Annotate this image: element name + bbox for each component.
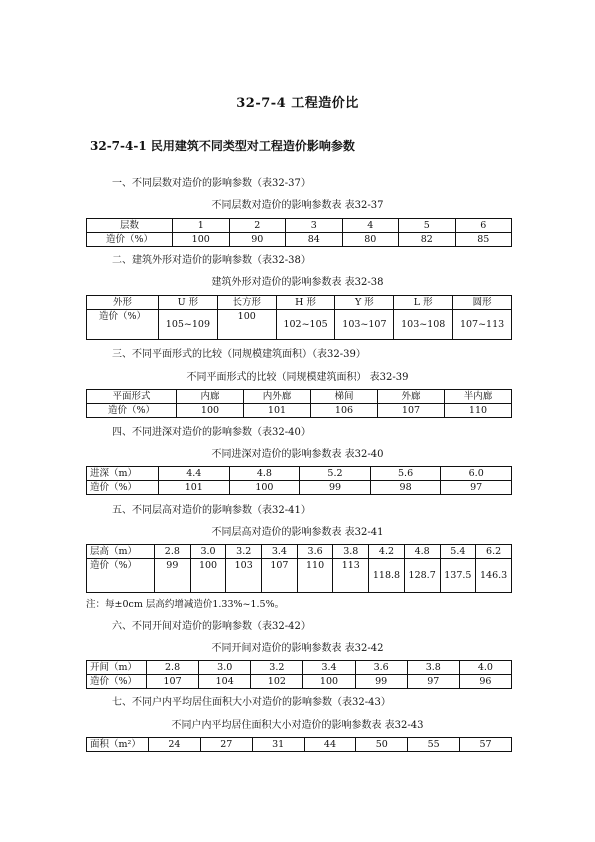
- table-cell: 103: [226, 559, 262, 593]
- table-cell: 4.0: [459, 661, 511, 675]
- table-32-39: [86, 389, 512, 418]
- table-cell: H 形: [276, 296, 335, 310]
- table-cell: Y 形: [335, 296, 394, 310]
- table-row: [87, 545, 512, 559]
- table-cell: 100: [217, 310, 276, 340]
- table-cell: 27: [200, 738, 252, 752]
- table-cell: 100: [229, 481, 300, 495]
- table-row: [87, 233, 512, 247]
- row-label: 造价（%）: [87, 404, 177, 418]
- table-row: [87, 675, 512, 689]
- table-row: [87, 404, 512, 418]
- row-label: 造价（%）: [87, 559, 155, 593]
- table-cell: 128.7: [404, 559, 440, 593]
- table-cell: 2.8: [147, 661, 199, 675]
- table-cell: 3.2: [226, 545, 262, 559]
- table-caption-32-37: 不同层数对造价的影响参数表 表32-37: [211, 200, 384, 211]
- table-cell: 5.2: [300, 467, 371, 481]
- table-cell: 6.0: [441, 467, 512, 481]
- table-cell: 6.2: [476, 545, 512, 559]
- table-cell: 3.6: [297, 545, 333, 559]
- table-cell: 内廊: [177, 390, 244, 404]
- table-cell: 100: [303, 675, 355, 689]
- row-label: 层数: [87, 219, 173, 233]
- table-32-38: [86, 295, 512, 340]
- table-cell: 4.8: [229, 467, 300, 481]
- row-label: 层高（m）: [87, 545, 155, 559]
- table-caption-32-38: 建筑外形对造价的影响参数表 表32-38: [211, 277, 384, 288]
- row-label: 开间（m）: [87, 661, 147, 675]
- table-cell: 4: [342, 219, 399, 233]
- table-cell: 107~113: [453, 310, 512, 340]
- section-heading-2: 二、建筑外形对造价的影响参数（表32-38）: [112, 255, 311, 266]
- table-cell: 99: [300, 481, 371, 495]
- table-cell: 99: [155, 559, 191, 593]
- page-title: 32-7-4 工程造价比: [236, 96, 359, 111]
- table-caption-32-39: 不同平面形式的比较（同规模建筑面积） 表32-39: [186, 372, 409, 383]
- table-cell: 104: [199, 675, 251, 689]
- table-cell: 101: [159, 481, 230, 495]
- table-cell: 103~108: [394, 310, 453, 340]
- table-cell: 57: [460, 738, 512, 752]
- section-heading-3: 三、不同平面形式的比较（同规模建筑面积）（表32-39）: [112, 349, 366, 360]
- table-row: [87, 661, 512, 675]
- row-label: 造价（%）: [87, 481, 159, 495]
- table-cell: L 形: [394, 296, 453, 310]
- table-cell: U 形: [159, 296, 218, 310]
- table-cell: 82: [399, 233, 456, 247]
- table-caption-32-42: 不同开间对造价的影响参数表 表32-42: [211, 643, 384, 654]
- table-cell: 105~109: [159, 310, 218, 340]
- table-32-41: [86, 544, 512, 593]
- table-cell: 3.8: [333, 545, 369, 559]
- table-cell: 31: [252, 738, 304, 752]
- table-32-37: [86, 218, 512, 247]
- table-cell: 98: [370, 481, 441, 495]
- table-32-40: [86, 466, 512, 495]
- table-cell: 103~107: [335, 310, 394, 340]
- table-row: [87, 296, 512, 310]
- table-cell: 3.4: [303, 661, 355, 675]
- table-cell: 3: [286, 219, 343, 233]
- table-cell: 96: [459, 675, 511, 689]
- section-subtitle: 32-7-4-1 民用建筑不同类型对工程造价影响参数: [90, 139, 355, 153]
- table-row: [87, 467, 512, 481]
- table-caption-32-43: 不同户内平均居住面积大小对造价的影响参数表 表32-43: [171, 720, 424, 731]
- table-cell: 80: [342, 233, 399, 247]
- table-cell: 长方形: [217, 296, 276, 310]
- table-cell: 118.8: [369, 559, 405, 593]
- section-heading-1: 一、不同层数对造价的影响参数（表32-37）: [112, 178, 311, 189]
- table-row: [87, 559, 512, 593]
- section-heading-5: 五、不同层高对造价的影响参数（表32-41）: [112, 505, 311, 516]
- row-label: 造价（%）: [87, 675, 147, 689]
- table-cell: 102: [251, 675, 303, 689]
- table-cell: 梯间: [311, 390, 378, 404]
- table-note: 注：每±0cm 层高约增减造价1.33%~1.5%。: [86, 599, 285, 610]
- table-cell: 2: [229, 219, 286, 233]
- table-cell: 3.8: [407, 661, 459, 675]
- table-cell: 101: [244, 404, 311, 418]
- table-cell: 1: [173, 219, 230, 233]
- table-cell: 99: [355, 675, 407, 689]
- table-cell: 44: [304, 738, 356, 752]
- row-label: 外形: [87, 296, 159, 310]
- table-caption-32-41: 不同层高对造价的影响参数表 表32-41: [211, 527, 384, 538]
- table-row: [87, 219, 512, 233]
- table-cell: 4.4: [159, 467, 230, 481]
- table-cell: 84: [286, 233, 343, 247]
- table-cell: 102~105: [276, 310, 335, 340]
- table-cell: 97: [441, 481, 512, 495]
- table-cell: 107: [378, 404, 445, 418]
- table-32-42: [86, 660, 512, 689]
- table-cell: 97: [407, 675, 459, 689]
- table-cell: 圆形: [453, 296, 512, 310]
- table-cell: 4.8: [404, 545, 440, 559]
- section-heading-6: 六、不同开间对造价的影响参数（表32-42）: [112, 621, 311, 632]
- table-cell: 137.5: [440, 559, 476, 593]
- row-label: 造价（%）: [87, 310, 159, 340]
- table-cell: 外廊: [378, 390, 445, 404]
- table-cell: 100: [190, 559, 226, 593]
- table-cell: 内外廊: [244, 390, 311, 404]
- table-cell: 55: [408, 738, 460, 752]
- table-cell: 6: [455, 219, 512, 233]
- table-cell: 85: [455, 233, 512, 247]
- table-cell: 106: [311, 404, 378, 418]
- table-cell: 146.3: [476, 559, 512, 593]
- table-cell: 4.2: [369, 545, 405, 559]
- table-cell: 110: [445, 404, 512, 418]
- section-heading-4: 四、不同进深对造价的影响参数（表32-40）: [112, 427, 311, 438]
- table-cell: 3.4: [262, 545, 298, 559]
- table-cell: 3.0: [190, 545, 226, 559]
- table-cell: 100: [173, 233, 230, 247]
- table-cell: 24: [149, 738, 201, 752]
- row-label: 面积（m²）: [87, 738, 149, 752]
- section-heading-7: 七、不同户内平均居住面积大小对造价的影响参数（表32-43）: [112, 697, 391, 708]
- table-row: [87, 481, 512, 495]
- table-cell: 110: [297, 559, 333, 593]
- table-row: [87, 390, 512, 404]
- table-cell: 100: [177, 404, 244, 418]
- table-cell: 2.8: [155, 545, 191, 559]
- table-cell: 5.4: [440, 545, 476, 559]
- row-label: 平面形式: [87, 390, 177, 404]
- table-caption-32-40: 不同进深对造价的影响参数表 表32-40: [211, 449, 384, 460]
- table-row: [87, 310, 512, 340]
- table-cell: 107: [147, 675, 199, 689]
- table-cell: 半内廊: [445, 390, 512, 404]
- row-label: 进深（m）: [87, 467, 159, 481]
- table-32-43: [86, 737, 512, 752]
- table-cell: 3.2: [251, 661, 303, 675]
- table-cell: 3.6: [355, 661, 407, 675]
- table-row: [87, 738, 512, 752]
- row-label: 造价（%）: [87, 233, 173, 247]
- table-cell: 50: [356, 738, 408, 752]
- table-cell: 90: [229, 233, 286, 247]
- table-cell: 5: [399, 219, 456, 233]
- table-cell: 3.0: [199, 661, 251, 675]
- table-cell: 107: [262, 559, 298, 593]
- table-cell: 113: [333, 559, 369, 593]
- table-cell: 5.6: [370, 467, 441, 481]
